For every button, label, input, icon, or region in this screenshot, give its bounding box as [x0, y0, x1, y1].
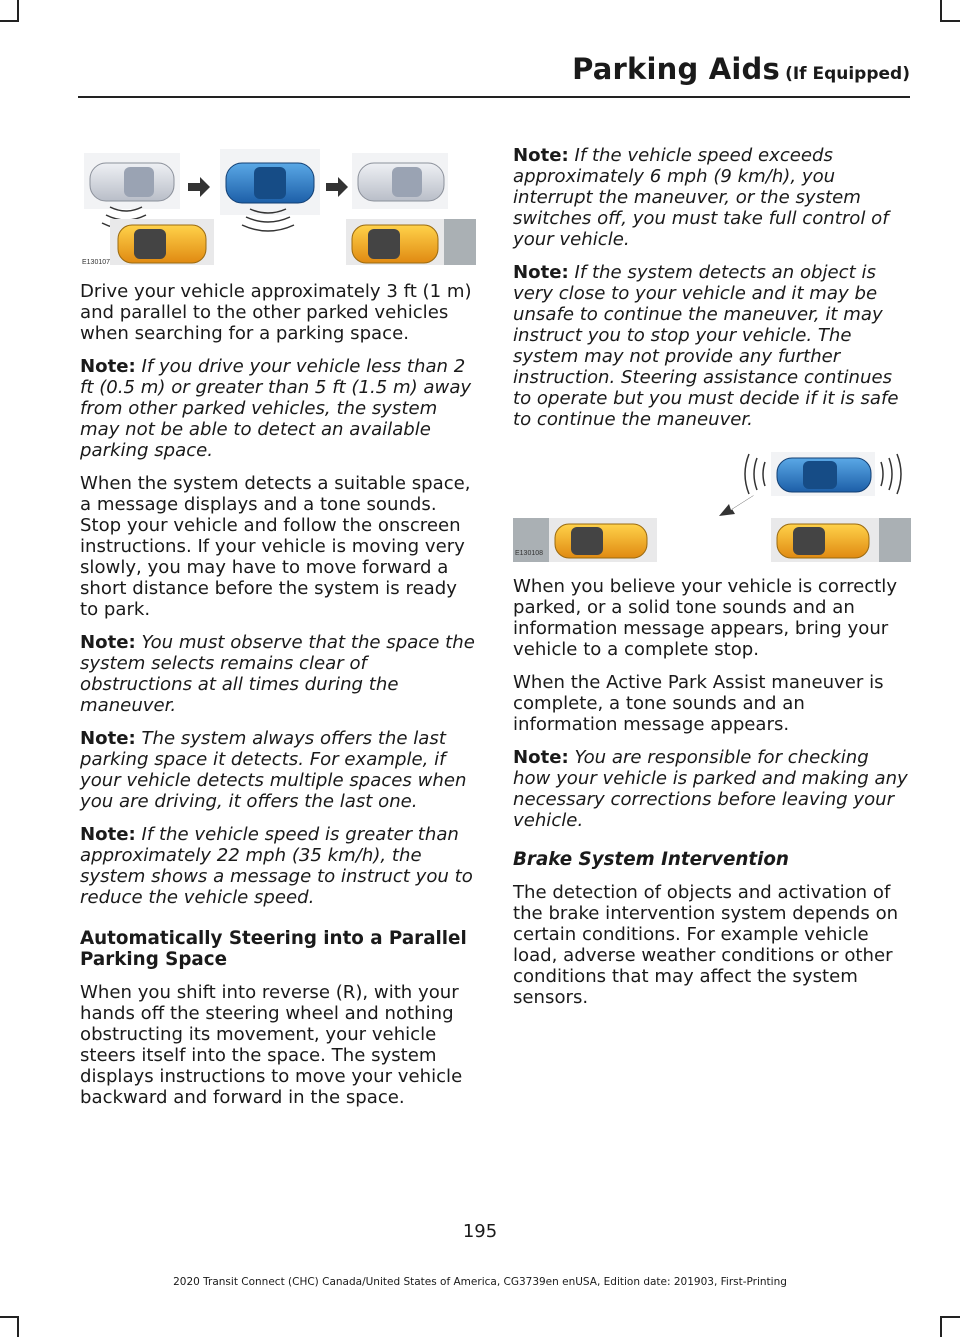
crop-mark-bottom-right-h — [940, 1316, 960, 1318]
section-heading: Automatically Steering into a Parallel Parking Space — [80, 928, 467, 970]
footer-edition-text: 2020 Transit Connect (CHC) Canada/United States of America, CG3739en enUSA, Edition date: 201903, First-Printing — [173, 1276, 787, 1288]
crop-mark-top-left-v — [17, 0, 19, 22]
note-label: Note: — [80, 356, 136, 377]
note-label: Note: — [513, 747, 569, 768]
note — [80, 728, 478, 812]
note-text: If the system detects an object is very close to your vehicle and it may be unsafe to continue the maneuver, it may instruct you to stop your vehicle. The system may not provide any further instruction. Steering assistance continues to operate but you must decide if it is safe to continue the maneuver. — [513, 262, 899, 430]
figure-code: E130107 — [82, 259, 111, 266]
page-number: 195 — [462, 1221, 498, 1242]
note-label: Note: — [513, 262, 569, 283]
crop-mark-top-left-h — [0, 20, 19, 22]
paragraph: Drive your vehicle approximately 3 ft (1 m) and parallel to the other parked vehicles when searching for a parking space. — [80, 281, 472, 344]
note — [80, 824, 478, 908]
note-text: The system always offers the last parking space it detects. For example, if your vehicle detects multiple spaces when you are driving, it offers the last one. — [80, 728, 467, 812]
paragraph: When you shift into reverse (R), with your hands off the steering wheel and nothing obstructing its movement, your vehicle steers itself into the space. The system displays instructions to move your vehicle backward and forward in the space. — [80, 982, 463, 1108]
note — [513, 262, 911, 430]
note — [513, 145, 911, 250]
crop-mark-top-right-v — [940, 0, 942, 22]
crop-mark-bottom-right-v — [940, 1316, 942, 1337]
note — [80, 356, 478, 461]
note-label: Note: — [513, 145, 569, 166]
note-text: You must observe that the space the system selects remains clear of obstructions at all times during the maneuver. — [80, 632, 475, 716]
note-label: Note: — [80, 632, 136, 653]
page-title-qualifier: (If Equipped) — [785, 64, 910, 84]
note-label: Note: — [80, 824, 136, 845]
note-label: Note: — [80, 728, 136, 749]
crop-mark-bottom-left-v — [17, 1316, 19, 1337]
figure-code: E130108 — [515, 550, 544, 557]
note-text: You are responsible for checking how your vehicle is parked and making any necessary corrections before leaving your vehicle. — [513, 747, 908, 831]
search-parking-illustration — [80, 145, 478, 267]
crop-mark-top-right-h — [940, 20, 960, 22]
note-text: If you drive your vehicle less than 2 ft (0.5 m) or greater than 5 ft (1.5 m) away from other parked vehicles, the system may not be able to detect an available parking space. — [80, 356, 472, 461]
note — [80, 632, 478, 716]
paragraph: The detection of objects and activation of the brake intervention system depends on certain conditions. For example vehicle load, adverse weather conditions or other conditions that may affect the system sensors. — [513, 882, 899, 1008]
crop-mark-bottom-left-h — [0, 1316, 19, 1318]
page-title: Parking Aids — [572, 52, 780, 86]
figure-reverse-into-space — [513, 446, 911, 562]
subsection-heading: Brake System Intervention — [513, 849, 789, 870]
paragraph: When the Active Park Assist maneuver is complete, a tone sounds and an information message appears. — [513, 672, 884, 735]
left-column — [80, 145, 478, 1120]
reverse-parking-illustration — [513, 446, 911, 562]
paragraph: When you believe your vehicle is correctly parked, or a solid tone sounds and an information message appears, bring your vehicle to a complete stop. — [513, 576, 898, 660]
note-text: If the vehicle speed is greater than approximately 22 mph (35 km/h), the system shows a message to instruct you to reduce the vehicle speed. — [80, 824, 473, 908]
right-column — [513, 145, 911, 1020]
note-text: If the vehicle speed exceeds approximately 6 mph (9 km/h), you interrupt the maneuver, or the system switches off, you must take full control of your vehicle. — [513, 145, 889, 250]
paragraph: When the system detects a suitable space, a message displays and a tone sounds. Stop your vehicle and follow the onscreen instructions. If your vehicle is moving very slowly, you may have to move forward a short distance before the system is ready to park. — [80, 473, 471, 620]
page-header — [78, 52, 910, 98]
note — [513, 747, 911, 831]
figure-search-parking-space — [80, 145, 478, 267]
